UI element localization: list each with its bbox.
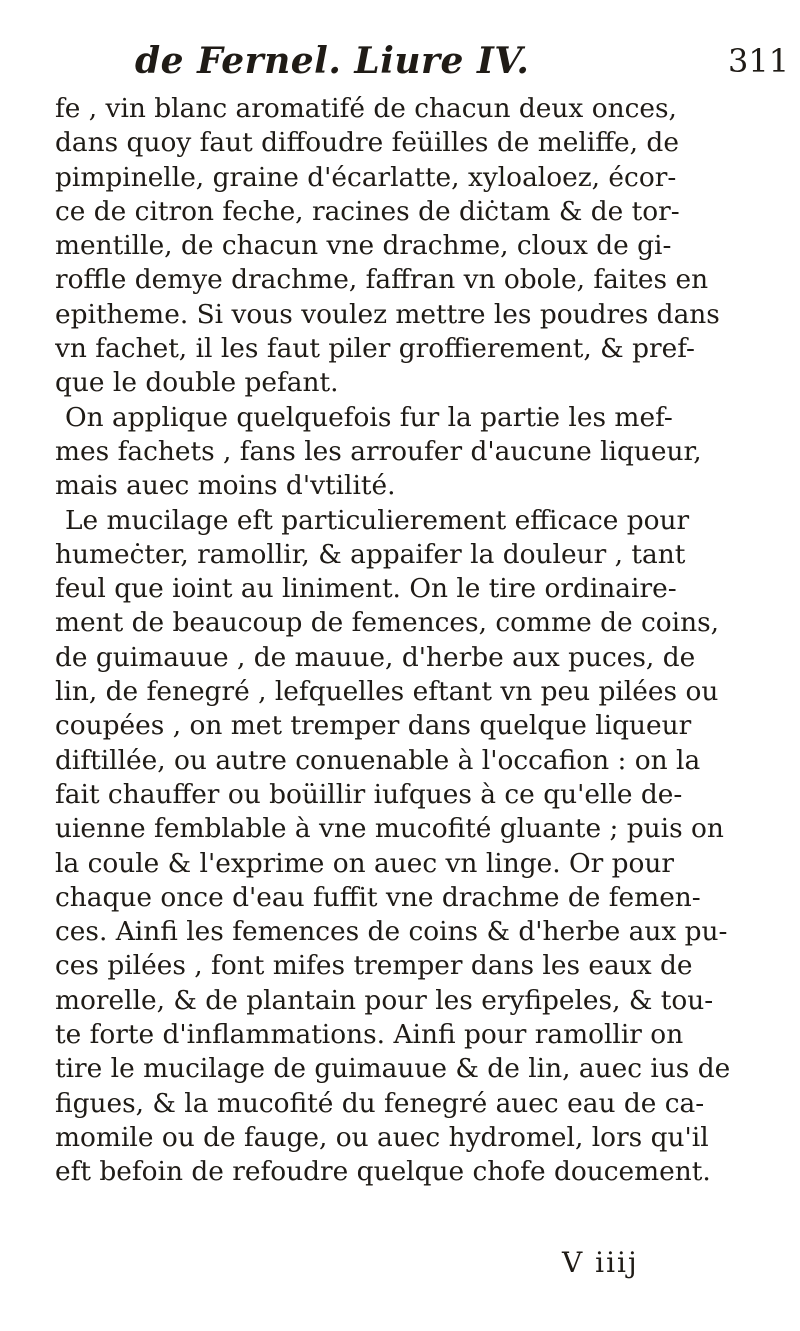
text-line: mais auec moins d'vtilité.: [55, 470, 396, 502]
signature-mark: V iiij: [562, 1246, 639, 1279]
text-line: fe , vin blanc aromatifé de chacun deux onces,: [55, 93, 677, 124]
text-line: chaque once d'eau fuffit vne drachme de femen-: [55, 881, 701, 913]
text-line: epitheme. Si vous voulez mettre les poudres dans: [55, 298, 720, 330]
text-line: momile ou de fauge, ou auec hydromel, lors qu'il: [55, 1121, 709, 1153]
running-title: de Fernel. Liure IV.: [135, 40, 530, 82]
text-line: vn fachet, il les faut piler groffierement, & pref-: [55, 333, 695, 365]
text-line: te forte d'inflammations. Ainfi pour ramollir on: [55, 1019, 684, 1051]
text-line: humeċter, ramollir, & appaifer la douleur , tant: [55, 538, 686, 570]
text-line: ment de beaucoup de femences, comme de coins,: [55, 607, 720, 639]
text-line: lin, de fenegré , lefquelles eftant vn peu pilées ou: [55, 676, 719, 708]
text-line: coupées , on met tremper dans quelque liqueur: [55, 710, 692, 742]
text-line: roffle demye drachme, faffran vn obole, faites en: [55, 264, 709, 296]
text-line: mentille, de chacun vne drachme, cloux de gi-: [55, 230, 672, 262]
body-text: [55, 92, 755, 1190]
text-line: uienne femblable à vne mucofité gluante ; puis on: [55, 813, 724, 845]
text-line: tire le mucilage de guimauue & de lin, auec ius de: [55, 1053, 731, 1085]
text-line: de guimauue , de mauue, d'herbe aux puces, de: [55, 641, 696, 673]
text-line: ce de citron feche, racines de diċtam & de tor-: [55, 195, 680, 227]
text-line: ces pilées , font mifes tremper dans les eaux de: [55, 950, 693, 982]
text-line: fait chauffer ou boüillir iufques à ce qu'elle de-: [55, 778, 683, 810]
page-number: 311: [728, 42, 790, 80]
text-line: diftillée, ou autre conuenable à l'occafion : on la: [55, 744, 701, 776]
text-line: figues, & la mucofité du fenegré auec eau de ca-: [55, 1087, 705, 1119]
running-head: [0, 40, 800, 90]
text-line: ces. Ainfi les femences de coins & d'herbe aux pu-: [55, 916, 728, 948]
paragraph-start-line: Le mucilage eft particulierement efficace pour: [65, 504, 690, 536]
text-line: que le double pefant.: [55, 367, 339, 399]
text-line: dans quoy faut diffoudre feüilles de meliffe, de: [55, 127, 679, 159]
paragraph-start-line: On applique quelquefois fur la partie les mef-: [65, 401, 673, 433]
text-line: mes fachets , fans les arroufer d'aucune liqueur,: [55, 435, 702, 467]
text-line: feul que ioint au liniment. On le tire ordinaire-: [55, 573, 677, 605]
text-line: morelle, & de plantain pour les eryfipeles, & tou-: [55, 984, 714, 1016]
text-line: pimpinelle, graine d'écarlatte, xyloaloez, écor-: [55, 161, 677, 193]
text-line: la coule & l'exprime on auec vn linge. Or pour: [55, 847, 675, 879]
text-line: eft befoin de refoudre quelque chofe doucement.: [55, 1156, 711, 1188]
